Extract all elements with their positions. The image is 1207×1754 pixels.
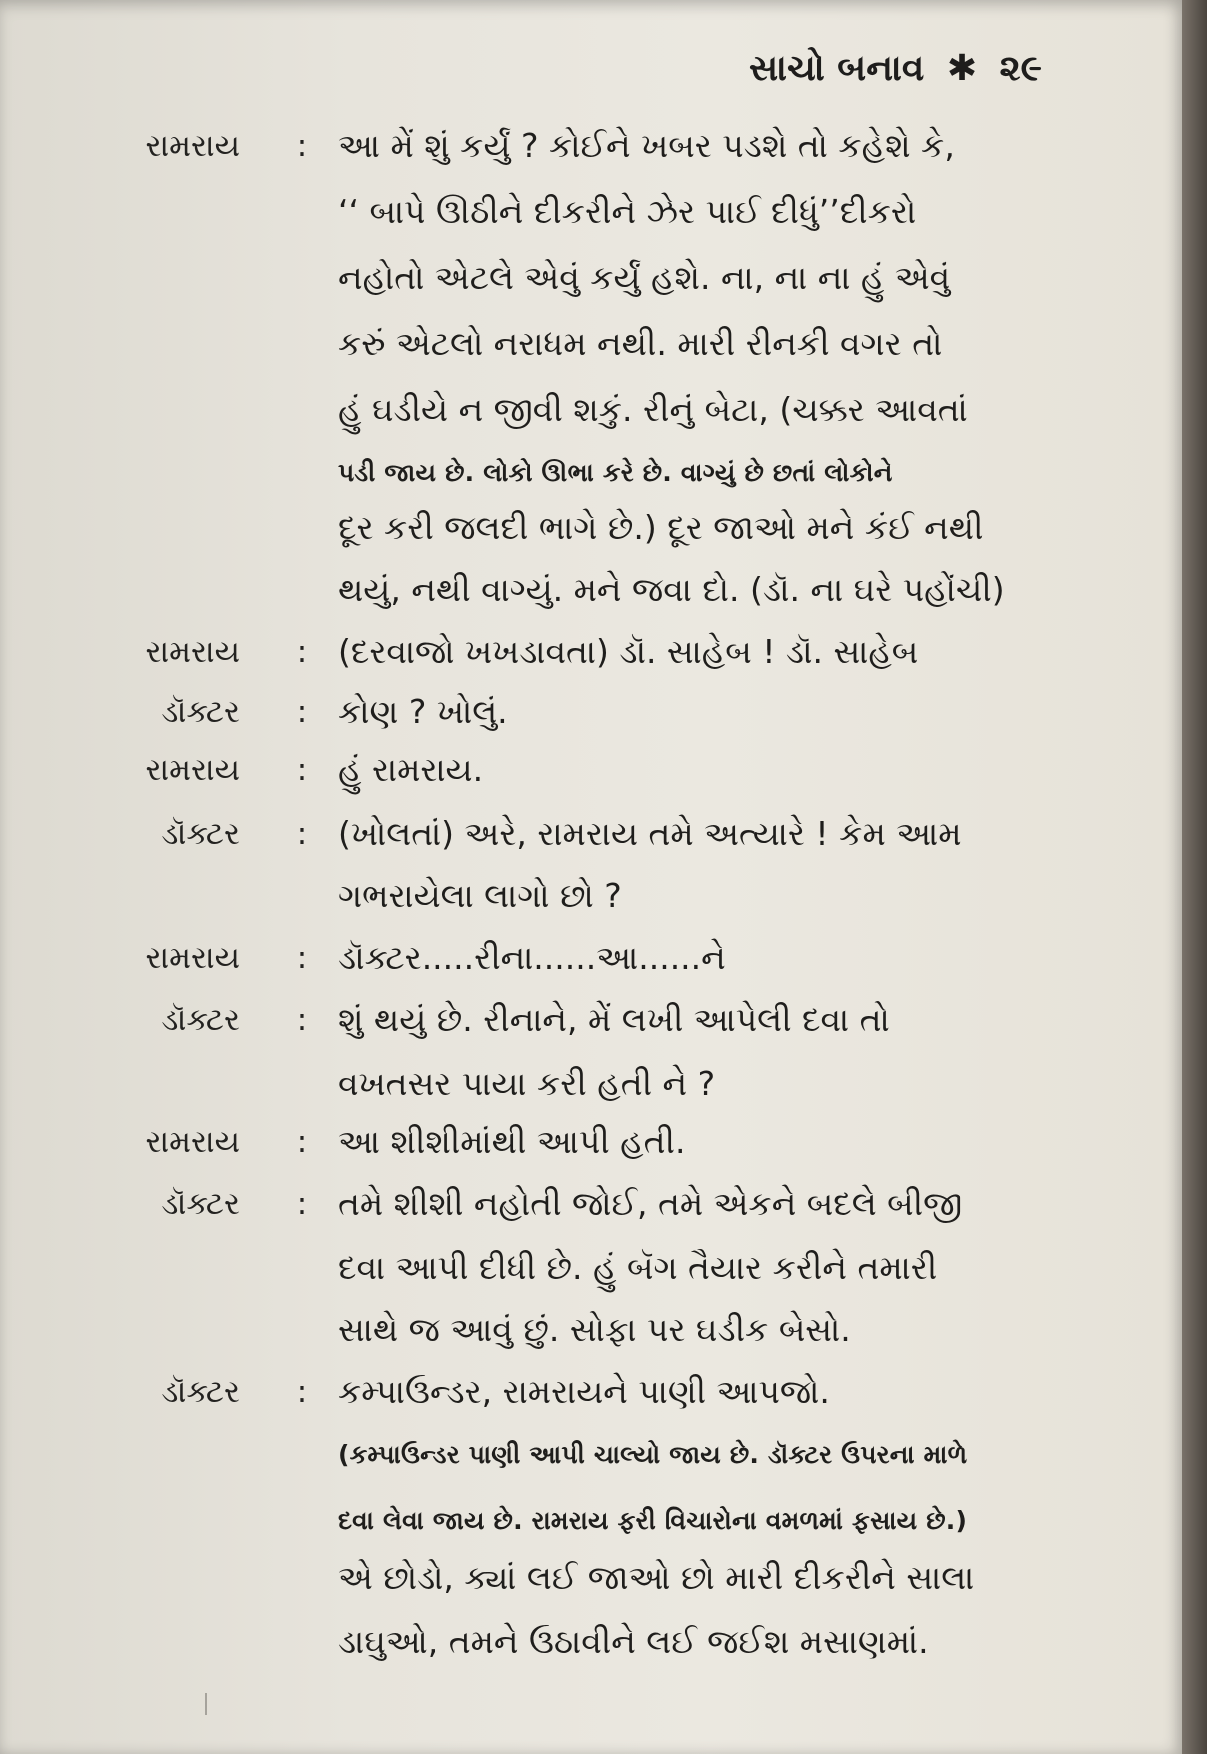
speaker-name: રામરાય [145, 634, 240, 670]
page-edge-shadow [1182, 0, 1207, 1754]
speaker-name: રામરાય [145, 940, 240, 976]
speaker-colon: : [296, 694, 308, 730]
speaker-colon: : [296, 1374, 308, 1410]
dialogue-line: હું રામરાય. [338, 750, 484, 789]
dialogue-line: ગભરાયેલા લાગો છો ? [338, 876, 622, 915]
dialogue-line: વખતસર પાયા કરી હતી ને ? [338, 1064, 716, 1103]
dialogue-line: ડાઘુઓ, તમને ઉઠાવીને લઈ જઈશ મસાણમાં. [338, 1622, 929, 1661]
speaker-name: રામરાય [145, 128, 240, 164]
speaker-name: ડૉક્ટર [161, 816, 240, 852]
dialogue-line: (ખોલતાં) અરે, રામરાય તમે અત્યારે ! કેમ આમ [338, 814, 962, 853]
dialogue-line: સાથે જ આવું છું. સોફા પર ઘડીક બેસો. [338, 1310, 851, 1349]
dialogue-line: દૂર કરી જલદી ભાગે છે.) દૂર જાઓ મને કંઈ નથી [338, 508, 984, 547]
speaker-name: રામરાય [145, 1124, 240, 1160]
dialogue-line: થયું, નથી વાગ્યું. મને જવા દો. (ડૉ. ના ઘરે પહોંચી) [338, 570, 1005, 609]
speaker-colon: : [296, 940, 308, 976]
book-title: સાચો બનાવ [748, 48, 925, 89]
dialogue-line: ‘‘ બાપે ઊઠીને દીકરીને ઝેર પાઈ દીધું’’દીકરો [338, 192, 917, 231]
speaker-name: ડૉક્ટર [161, 1002, 240, 1038]
speaker-colon: : [296, 1186, 308, 1222]
page-number: ૨૯ [999, 48, 1042, 89]
speaker-name: રામરાય [145, 752, 240, 788]
speaker-name: ડૉક્ટર [161, 1186, 240, 1222]
dialogue-line: આ મેં શું કર્યું ? કોઈને ખબર પડશે તો કહેશે કે, [338, 126, 955, 165]
stage-direction-line: દવા લેવા જાય છે. રામરાય ફરી વિચારોના વમળમાં ફસાય છે.) [338, 1506, 968, 1535]
dialogue-line: શું થયું છે. રીનાને, મેં લખી આપેલી દવા તો [338, 1000, 890, 1039]
dialogue-line: નહોતો એટલે એવું કર્યું હશે. ના, ના ના હું એવું [338, 258, 951, 297]
dialogue-line: કરું એટલો નરાધમ નથી. મારી રીનકી વગર તો [338, 324, 943, 363]
speaker-colon: : [296, 1124, 308, 1160]
speaker-colon: : [296, 752, 308, 788]
running-head [749, 48, 1042, 90]
dialogue-line: તમે શીશી નહોતી જોઈ, તમે એકને બદલે બીજી [338, 1184, 963, 1223]
dialogue-line: કમ્પાઉન્ડર, રામરાયને પાણી આપજો. [338, 1372, 830, 1411]
stage-direction-line: પડી જાય છે. લોકો ઊભા કરે છે. વાગ્યું છે છતાં લોકોને [338, 458, 893, 487]
dialogue-line: આ શીશીમાંથી આપી હતી. [338, 1122, 686, 1161]
dialogue-line: દવા આપી દીધી છે. હું બૅગ તૈયાર કરીને તમારી [338, 1248, 938, 1287]
dialogue-line: ડૉક્ટર.....રીના......આ......ને [338, 938, 726, 977]
speaker-colon: : [296, 1002, 308, 1038]
dialogue-line: (દરવાજો ખખડાવતા) ડૉ. સાહેબ ! ડૉ. સાહેબ [338, 632, 919, 671]
dialogue-line: હું ઘડીયે ન જીવી શકું. રીનું બેટા, (ચક્કર આવતાં [338, 390, 968, 429]
dialogue-line: કોણ ? ખોલું. [338, 692, 508, 731]
speaker-name: ડૉક્ટર [161, 1374, 240, 1410]
speaker-colon: : [296, 128, 308, 164]
speaker-name: ડૉક્ટર [161, 694, 240, 730]
speaker-colon: : [296, 816, 308, 852]
dialogue-line: એ છોડો, ક્યાં લઈ જાઓ છો મારી દીકરીને સાલા [338, 1558, 975, 1597]
separator-star-icon: ✱ [946, 48, 977, 89]
ink-mark [205, 1693, 207, 1715]
speaker-colon: : [296, 634, 308, 670]
stage-direction-line: (કમ્પાઉન્ડર પાણી આપી ચાલ્યો જાય છે. ડૉક્ટર ઉપરના માળે [338, 1440, 968, 1469]
